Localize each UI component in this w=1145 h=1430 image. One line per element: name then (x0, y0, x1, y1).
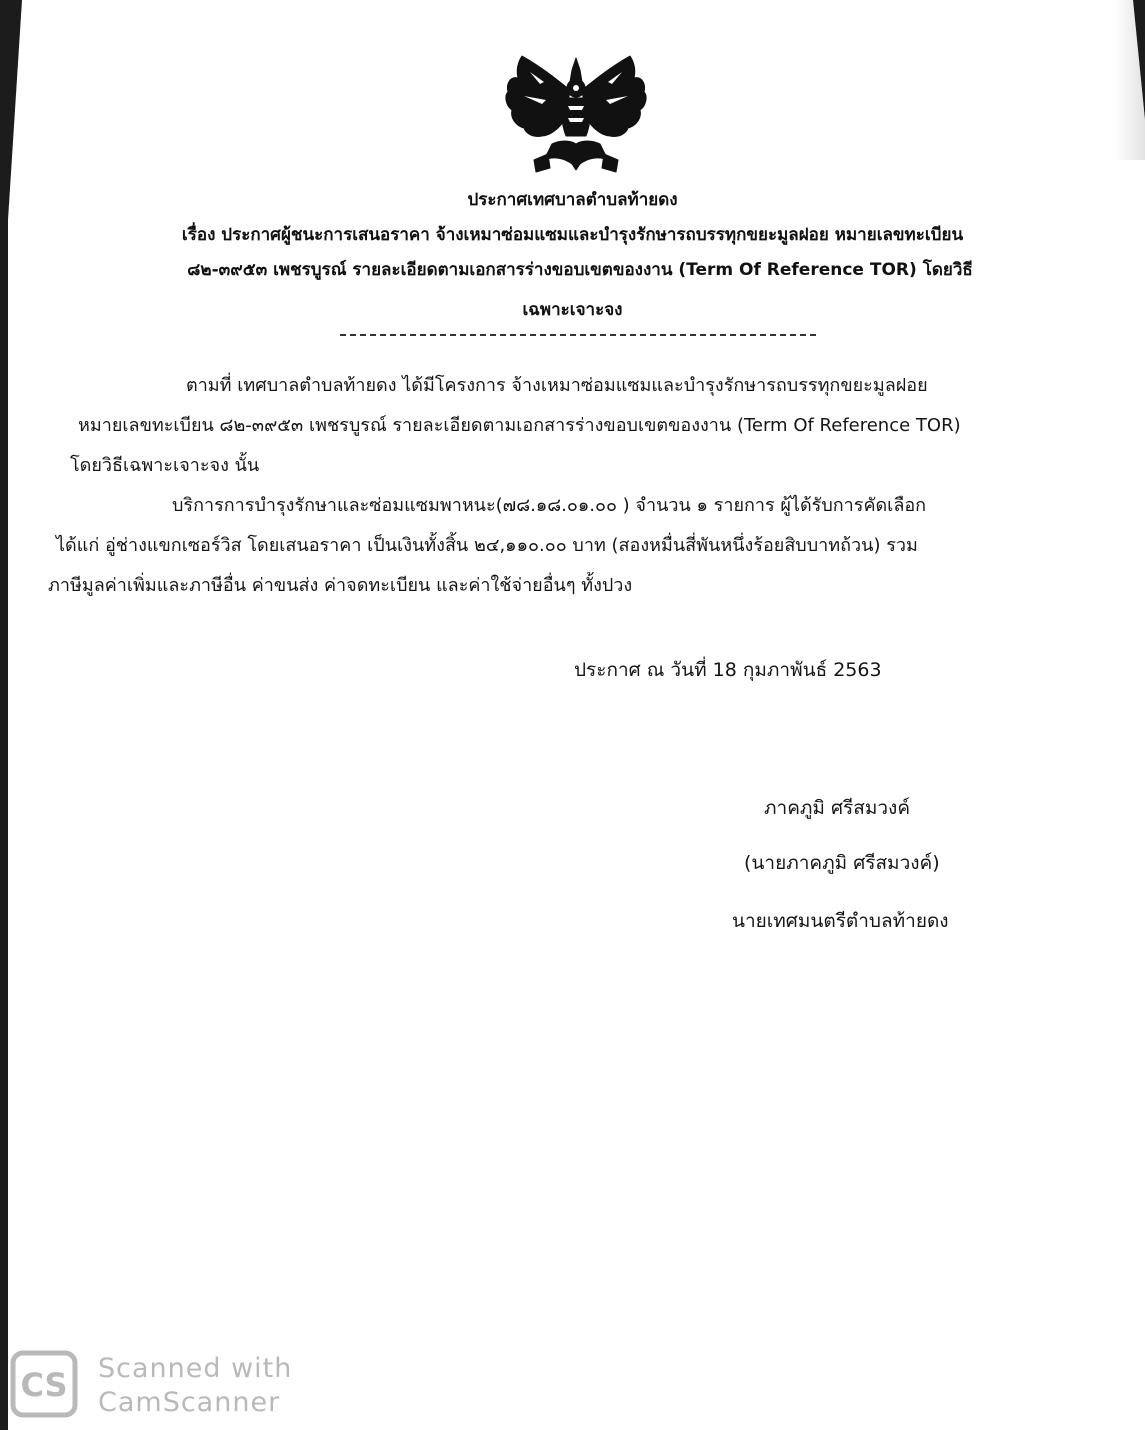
body-line-6: ภาษีมูลค่าเพิ่มและภาษีอื่น ค่าขนส่ง ค่าจดทะเบียน และค่าใช้จ่ายอื่นๆ ทั้งปวง (48, 575, 633, 596)
body-line-2: หมายเลขทะเบียน ๘๒-๓๙๕๓ เพชรบูรณ์ รายละเอียดตามเอกสารร่างขอบเขตของงาน (Term Of Reference TOR) (78, 415, 961, 436)
camscanner-logo-icon (10, 1350, 78, 1418)
signature-full-name: (นายภาคภูมิ ศรีสมวงค์) (744, 852, 940, 874)
body-line-3: โดยวิธีเฉพาะเจาะจง นั้น (70, 455, 260, 476)
announcement-date: ประกาศ ณ วันที่ 18 กุมภาพันธ์ 2563 (574, 659, 882, 681)
divider (340, 334, 816, 336)
body-line-5: ได้แก่ อู่ช่างแขกเซอร์วิส โดยเสนอราคา เป็นเงินทั้งสิ้น ๒๔,๑๑๐.๐๐ บาท (สองหมื่นสี่พันหนึ่งร้อยสิบบาทถ้วน) รวม (56, 535, 918, 556)
garuda-emblem-icon (500, 48, 652, 178)
watermark-line-1: Scanned with (98, 1353, 293, 1384)
body-line-1: ตามที่ เทศบาลตำบลท้ายดง ได้มีโครงการ จ้างเหมาซ่อมแซมและบำรุงรักษารถบรรทุกขยะมูลฝอย (186, 375, 928, 396)
signature-name: ภาคภูมิ ศรีสมวงค์ (764, 797, 911, 819)
body-line-4: บริการการบำรุงรักษาและซ่อมแซมพาหนะ(๗๘.๑๘.๐๑.๐๐ ) จำนวน ๑ รายการ ผู้ได้รับการคัดเลือก (172, 495, 927, 516)
camscanner-watermark (10, 1350, 310, 1420)
subject-line-1: เรื่อง ประกาศผู้ชนะการเสนอราคา จ้างเหมาซ่อมแซมและบำรุงรักษารถบรรทุกขยะมูลฝอย หมายเลขทะเบียน (181, 225, 964, 245)
subject-line-2: ๘๒-๓๙๕๓ เพชรบูรณ์ รายละเอียดตามเอกสารร่างขอบเขตของงาน (Term Of Reference TOR) โดยวิธี (187, 260, 973, 280)
signature-title: นายเทศมนตรีตำบลท้ายดง (732, 910, 949, 932)
subject-line-3: เฉพาะเจาะจง (522, 300, 623, 320)
camscanner-logo-text: CS (20, 1366, 68, 1404)
watermark-line-2: CamScanner (98, 1387, 281, 1418)
announcement-title: ประกาศเทศบาลตำบลท้ายดง (467, 190, 678, 210)
